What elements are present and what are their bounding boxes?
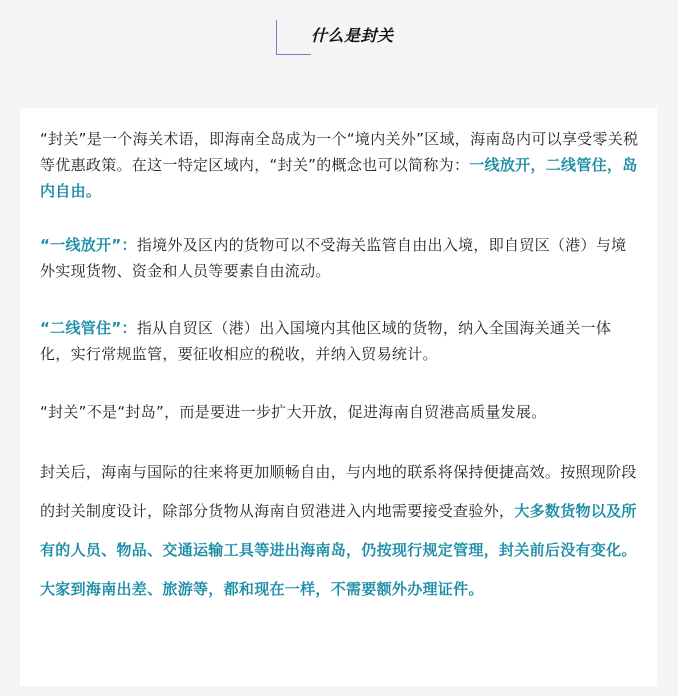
after-closure-highlight: 大多数货物以及所有的人员、物品、交通运输工具等进出海南岛，仍按现行规定管理，封关前后没有变化。大家到海南出差、旅游等，都和现在一样，不需要额外办理证件。	[40, 502, 637, 598]
intro-highlight: 一线放开，二线管住，岛内自由。	[40, 156, 638, 200]
paragraph-not-sealed	[40, 399, 640, 425]
paragraph-first-line	[40, 232, 640, 284]
first-line-text: 指境外及区内的货物可以不受海关监管自由出入境，即自贸区（港）与境外实现货物、资金和人员等要素自由流动。	[40, 236, 627, 280]
paragraph-intro	[40, 126, 640, 204]
paragraph-second-line	[40, 315, 640, 367]
second-line-label: “二线管住”：	[40, 319, 137, 337]
content-card	[20, 108, 657, 686]
title-header	[0, 0, 678, 108]
after-closure-text: 封关后，海南与国际的往来将更加顺畅自由，与内地的联系将保持便捷高效。按照现阶段的封关制度设计，除部分货物从海南自贸港进入内地需要接受查验外，	[40, 463, 637, 520]
second-line-text: 指从自贸区（港）出入国境内其他区域的货物，纳入全国海关通关一体化，实行常规监管，要征收相应的税收，并纳入贸易统计。	[40, 319, 612, 363]
first-line-label: “一线放开”：	[40, 236, 137, 254]
intro-text: “封关”是一个海关术语，即海南全岛成为一个“境内关外”区域，海南岛内可以享受零关税等优惠政策。在这一特定区域内，“封关”的概念也可以简称为：	[40, 130, 639, 174]
title-decoration-box	[276, 20, 311, 55]
page-title: 什么是封关	[311, 26, 394, 45]
paragraph-after-closure	[40, 453, 640, 609]
not-sealed-text: “封关”不是“封岛”，而是要进一步扩大开放，促进海南自贸港高质量发展。	[40, 403, 547, 421]
